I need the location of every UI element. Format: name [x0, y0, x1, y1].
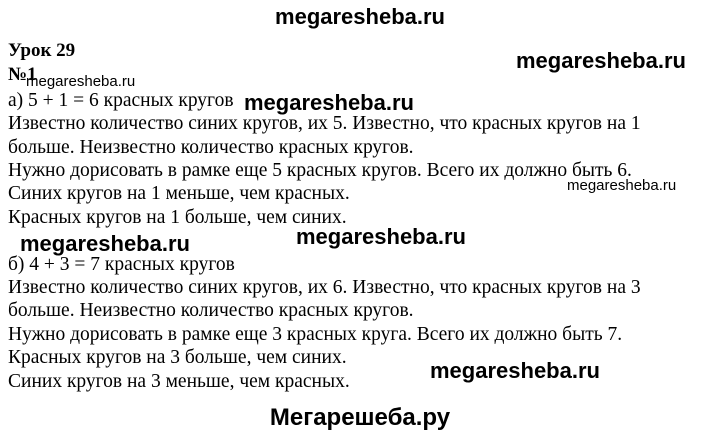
watermark-footer: Мегарешеба.ру	[269, 404, 451, 431]
part-b-line: Синих кругов на 3 меньше, чем красных.	[8, 371, 350, 392]
part-a-line: Известно количество синих кругов, их 5. Известно, что красных кругов на 1	[8, 113, 641, 134]
lesson-title: Урок 29	[8, 40, 76, 61]
part-a-line: Нужно дорисовать в рамке еще 5 красных кругов. Всего их должно быть 6.	[8, 160, 632, 181]
watermark-left-b: megaresheba.ru	[20, 231, 190, 256]
part-a-line: больше. Неизвестно количество красных кругов.	[8, 137, 414, 158]
watermark-small-right: megaresheba.ru	[567, 177, 677, 194]
part-b-line: Нужно дорисовать в рамке еще 3 красных круга. Всего их должно быть 7.	[8, 324, 623, 345]
watermark-mid-b: megaresheba.ru	[296, 224, 466, 249]
part-a-line: Синих кругов на 1 меньше, чем красных.	[8, 183, 350, 204]
watermark-right-top: megaresheba.ru	[516, 48, 686, 73]
part-a-line: а) 5 + 1 = 6 красных кругов	[8, 90, 234, 111]
part-a-line: Красных кругов на 1 больше, чем синих.	[8, 207, 347, 228]
watermark-inline-a: megaresheba.ru	[244, 90, 414, 115]
watermark-top: megaresheba.ru	[275, 4, 445, 29]
watermark-bottom-right: megaresheba.ru	[430, 358, 600, 383]
task-number: №1	[8, 64, 37, 85]
part-b-line: Красных кругов на 3 больше, чем синих.	[8, 347, 347, 368]
part-b-line: Известно количество синих кругов, их 6. Известно, что красных кругов на 3	[8, 277, 641, 298]
watermark-small-a: megaresheba.ru	[26, 73, 136, 90]
part-b-line: больше. Неизвестно количество красных кругов.	[8, 300, 414, 321]
part-b-line: б) 4 + 3 = 7 красных кругов	[8, 254, 235, 275]
